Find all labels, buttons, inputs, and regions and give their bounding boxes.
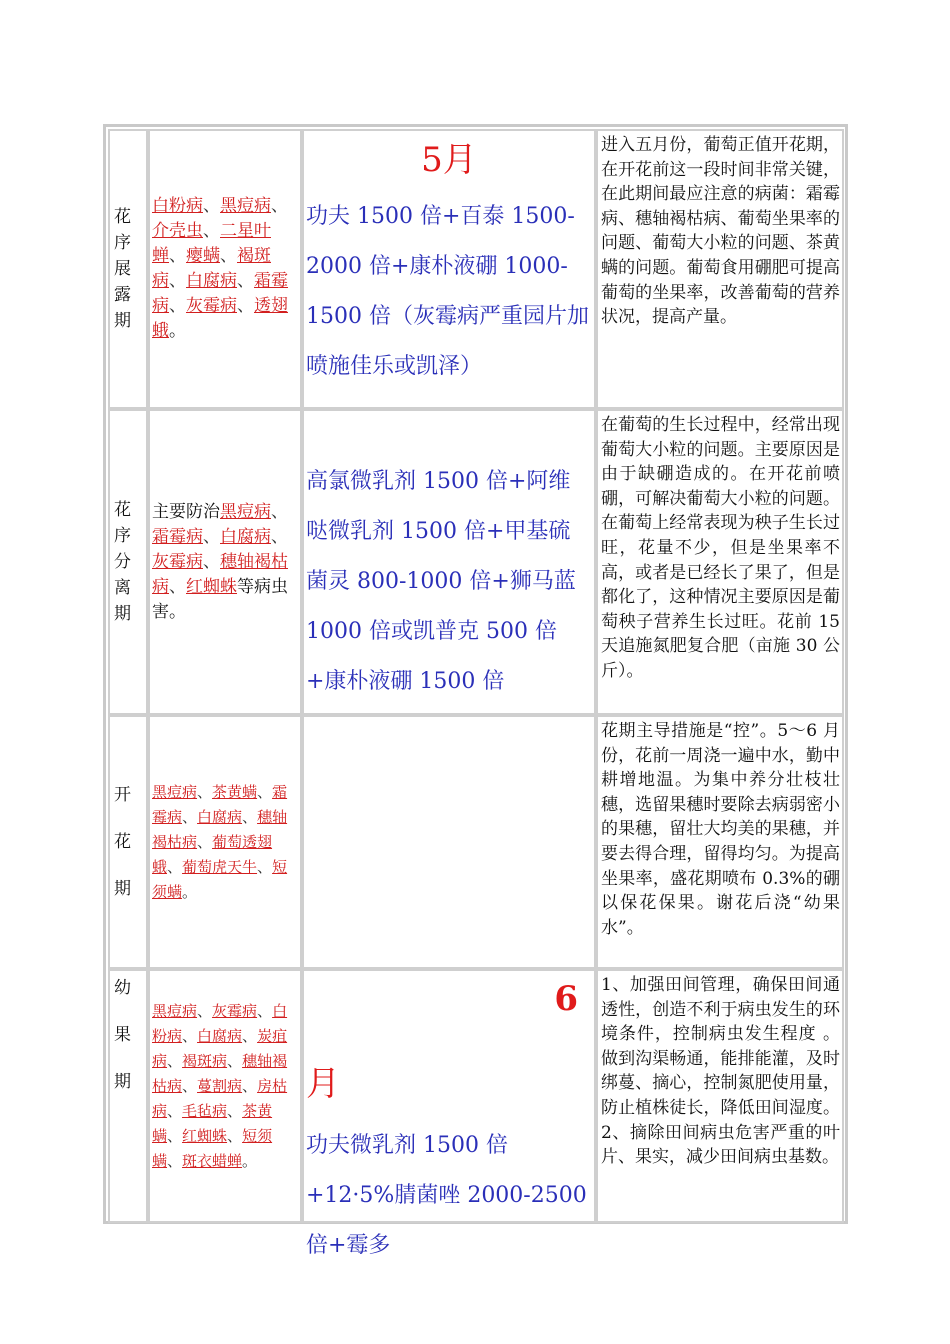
pest-link[interactable]: 黑痘病 bbox=[152, 782, 198, 801]
separator: 、 bbox=[237, 296, 254, 316]
pest-link[interactable]: 炭疽病 bbox=[152, 1027, 288, 1070]
pest-list-suffix: 。 bbox=[242, 1152, 258, 1170]
description-text: 进入五月份，葡萄正值开花期，在开花前这一段时间非常关键，在此期间最应注意的病菌：霜霉病、穗轴褐枯病、葡萄坐果率的问题、葡萄大小粒的问题、茶黄螨的问题。葡萄食用硼肥可提高葡萄的坐果率，改善葡萄的营养状况，提高产量。 bbox=[601, 135, 840, 328]
month-char: 月 bbox=[306, 1064, 340, 1104]
separator: 、 bbox=[271, 526, 288, 547]
month-number: 6 bbox=[554, 979, 578, 1019]
description-cell bbox=[596, 969, 844, 1223]
description-text: 花期主导措施是“控”。5～6 月份，花前一周浇一遍中水，勤中耕增地温。为集中养分壮枝壮穗，选留果穗时要除去病弱密小的果穗，留壮大均美的果穗，并要去得合理，留得均匀。为提高坐果率，盛花期喷布 0.3%的硼以保花保果。谢花后浇“幼果水”。 bbox=[601, 721, 840, 938]
stage-cell bbox=[108, 969, 148, 1223]
stage-label: 开花期 bbox=[114, 784, 131, 899]
treatment-text: 高氯微乳剂 1500 倍+阿维哒微乳剂 1500 倍+甲基硫菌灵 800-1000 倍+狮马蓝 1000 倍或凯普克 500 倍+康朴液硼 1500 倍 bbox=[306, 469, 576, 694]
pest-link[interactable]: 毛毡病 bbox=[182, 1102, 228, 1120]
stage-cell bbox=[108, 715, 148, 969]
pest-link[interactable]: 短须螨 bbox=[152, 857, 288, 901]
separator: 、 bbox=[203, 551, 220, 572]
separator: 、 bbox=[227, 1052, 243, 1070]
pest-link[interactable]: 黑痘病 bbox=[152, 1002, 198, 1020]
pest-list bbox=[152, 999, 298, 1174]
separator: 、 bbox=[242, 807, 258, 826]
separator: 、 bbox=[167, 1127, 183, 1145]
pest-link[interactable]: 透翅蛾 bbox=[152, 296, 288, 341]
pest-link[interactable]: 葡萄虎天牛 bbox=[182, 857, 258, 876]
pests-cell bbox=[148, 409, 302, 715]
pest-link[interactable]: 房枯病 bbox=[152, 1077, 288, 1120]
pest-list bbox=[152, 780, 298, 905]
pest-link[interactable]: 白腐病 bbox=[220, 526, 271, 547]
pest-link[interactable]: 穗轴褐枯病 bbox=[152, 807, 288, 851]
treatment-cell bbox=[302, 715, 596, 969]
description-cell bbox=[596, 129, 844, 409]
pest-link[interactable]: 灰霉病 bbox=[186, 296, 237, 316]
pest-control-table bbox=[103, 124, 848, 1258]
description-text: 在葡萄的生长过程中，经常出现葡萄大小粒的问题。主要原因是由于缺硼造成的。在开花前喷硼，可解决葡萄大小粒的问题。在葡萄上经常表现为秧子生长过旺，花量不少，但是坐果率不高，或者是已经长了果了，但是都化了，这种情况主要原因是葡萄秧子营养生长过旺。花前 15 天追施氮肥复合肥（亩施 30 公斤）。 bbox=[601, 415, 840, 681]
pests-cell bbox=[148, 969, 302, 1223]
pest-link[interactable]: 褐斑病 bbox=[182, 1052, 228, 1070]
pest-link[interactable]: 红蜘蛛 bbox=[182, 1127, 228, 1145]
separator: 、 bbox=[182, 807, 198, 826]
pest-link[interactable]: 灰霉病 bbox=[212, 1002, 258, 1020]
separator: 、 bbox=[182, 1077, 198, 1095]
separator: 、 bbox=[242, 1027, 258, 1045]
pest-link[interactable]: 白腐病 bbox=[197, 1027, 243, 1045]
separator: 、 bbox=[203, 196, 220, 216]
pest-link[interactable]: 白腐病 bbox=[197, 807, 243, 826]
separator: 、 bbox=[197, 832, 213, 851]
pest-link[interactable]: 穗轴褐枯病 bbox=[152, 551, 288, 597]
separator: 、 bbox=[203, 221, 220, 241]
pests-cell bbox=[148, 129, 302, 409]
separator: 、 bbox=[203, 526, 220, 547]
pest-list-prefix: 主要防治 bbox=[152, 501, 220, 522]
treatment-text: 功夫 1500 倍+百泰 1500-2000 倍+康朴液硼 1000-1500 倍（灰霉病严重园片加喷施佳乐或凯泽） bbox=[306, 204, 589, 379]
pest-link[interactable]: 短须螨 bbox=[152, 1127, 273, 1170]
separator: 、 bbox=[271, 196, 288, 216]
pest-link[interactable]: 黑痘病 bbox=[220, 196, 271, 216]
pest-link[interactable]: 斑衣蜡蝉 bbox=[182, 1152, 243, 1170]
separator: 、 bbox=[169, 296, 186, 316]
separator: 、 bbox=[167, 1102, 183, 1120]
pest-list-suffix: 。 bbox=[182, 882, 198, 901]
pest-link[interactable]: 茶黄螨 bbox=[152, 1102, 273, 1145]
stage-label: 花序分离期 bbox=[114, 500, 131, 624]
pest-link[interactable]: 白腐病 bbox=[186, 271, 237, 291]
pest-link[interactable]: 葡萄透翅蛾 bbox=[152, 832, 273, 876]
separator: 、 bbox=[169, 246, 186, 266]
pest-link[interactable]: 黑痘病 bbox=[220, 501, 271, 522]
separator: 、 bbox=[220, 246, 237, 266]
stage-cell bbox=[108, 409, 148, 715]
separator: 、 bbox=[257, 857, 273, 876]
pest-list-suffix: 。 bbox=[169, 321, 186, 341]
separator: 、 bbox=[167, 857, 183, 876]
pest-link[interactable]: 蔓割病 bbox=[197, 1077, 243, 1095]
pest-link[interactable]: 褐斑病 bbox=[152, 246, 271, 291]
separator: 、 bbox=[182, 1027, 198, 1045]
treatment-cell bbox=[302, 129, 596, 409]
pests-cell bbox=[148, 715, 302, 969]
pest-link[interactable]: 白粉病 bbox=[152, 196, 203, 216]
pest-link[interactable]: 穗轴褐枯病 bbox=[152, 1052, 288, 1095]
stage-cell bbox=[108, 129, 148, 409]
pest-link[interactable]: 茶黄螨 bbox=[212, 782, 258, 801]
pest-link[interactable]: 红蜘蛛 bbox=[186, 576, 237, 597]
pest-link[interactable]: 灰霉病 bbox=[152, 551, 203, 572]
pest-link[interactable]: 二星叶蝉 bbox=[152, 221, 271, 266]
separator: 、 bbox=[257, 782, 273, 801]
separator: 、 bbox=[242, 1077, 258, 1095]
separator: 、 bbox=[227, 1127, 243, 1145]
separator: 、 bbox=[169, 576, 186, 597]
separator: 、 bbox=[197, 782, 213, 801]
pest-link[interactable]: 瘿螨 bbox=[186, 246, 220, 266]
treatment-cell bbox=[302, 409, 596, 715]
pest-list bbox=[152, 194, 298, 344]
treatment-cell bbox=[302, 969, 596, 1258]
pest-link[interactable]: 霜霉病 bbox=[152, 782, 288, 826]
treatment-text: 功夫微乳剂 1500 倍+12·5%腈菌唑 2000-2500 倍+霉多 bbox=[306, 1133, 587, 1258]
pest-link[interactable]: 霜霉病 bbox=[152, 526, 203, 547]
separator: 、 bbox=[169, 271, 186, 291]
pest-list bbox=[152, 500, 298, 625]
pest-list-suffix: 等病虫害。 bbox=[152, 576, 288, 622]
pest-link[interactable]: 霜霉病 bbox=[152, 271, 288, 316]
separator: 、 bbox=[257, 1002, 273, 1020]
stage-label: 幼果期 bbox=[114, 978, 131, 1092]
separator: 、 bbox=[227, 1102, 243, 1120]
description-text: 1、加强田间管理，确保田间通透性，创造不利于病虫发生的环境条件，控制病虫发生程度 。做到沟渠畅通，能排能灌，及时绑蔓、摘心，控制氮肥使用量，防止植株徒长，降低田间湿度。2、摘除田间病虫危害严重的叶片、果实，减少田间病虫基数。 bbox=[601, 975, 840, 1168]
separator: 、 bbox=[237, 271, 254, 291]
pest-link[interactable]: 介壳虫 bbox=[152, 221, 203, 241]
description-cell bbox=[596, 715, 844, 969]
pest-link[interactable]: 白粉病 bbox=[152, 1002, 288, 1045]
description-cell bbox=[596, 409, 844, 715]
stage-label: 花序展露期 bbox=[114, 207, 131, 331]
separator: 、 bbox=[197, 1002, 213, 1020]
separator: 、 bbox=[167, 1152, 183, 1170]
separator: 、 bbox=[271, 501, 288, 522]
separator: 、 bbox=[167, 1052, 183, 1070]
month-label: 5月 bbox=[421, 140, 477, 180]
